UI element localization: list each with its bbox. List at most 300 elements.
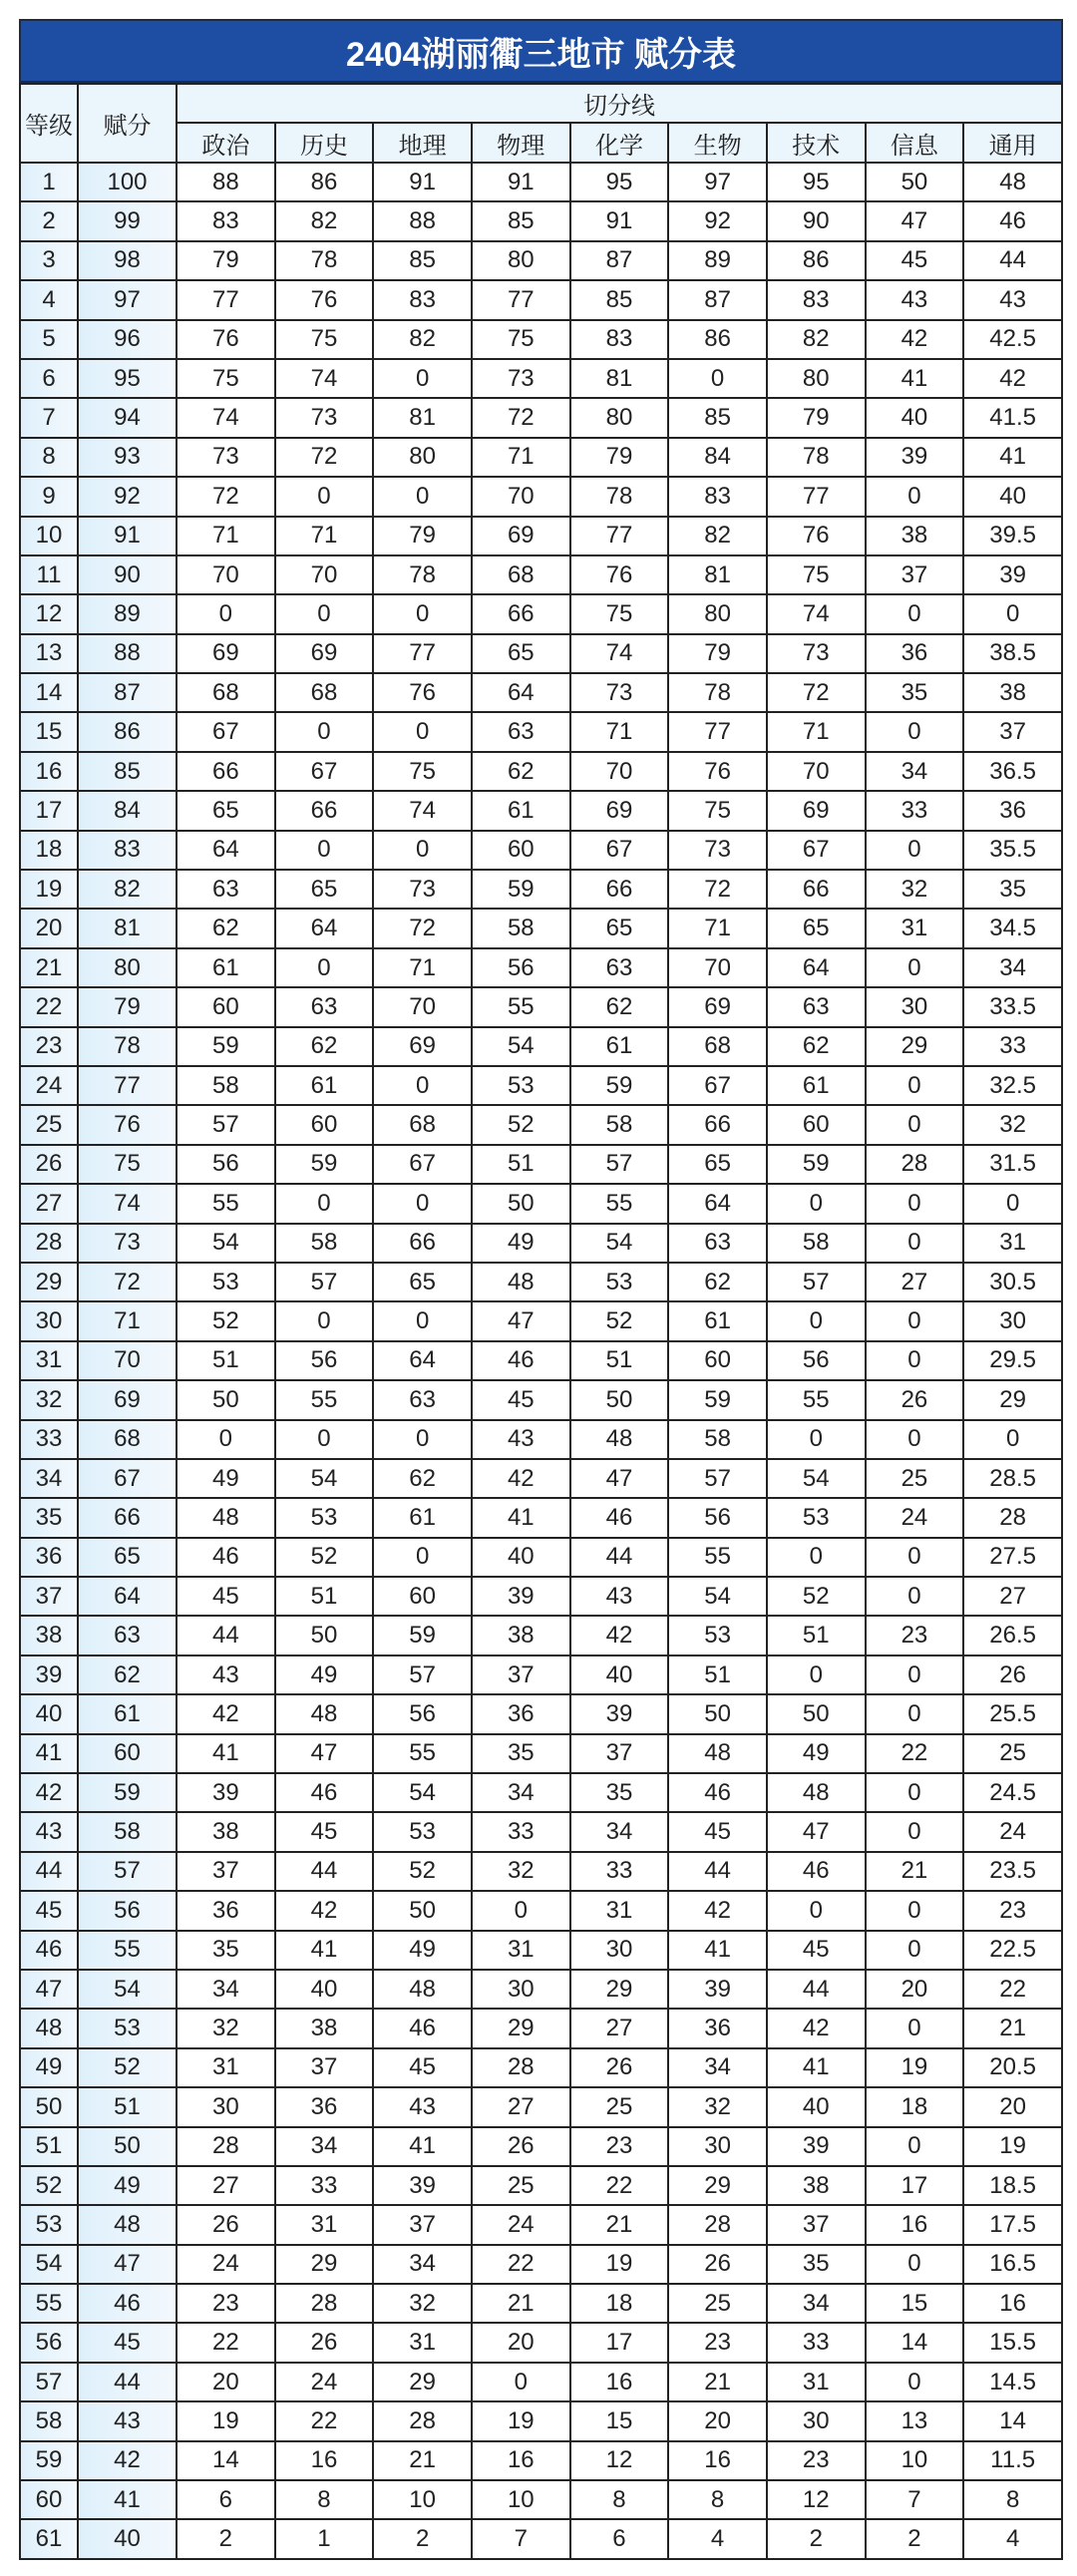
cutoff-cell: 25 bbox=[963, 1734, 1062, 1773]
table-row bbox=[20, 791, 1062, 830]
level-cell: 3 bbox=[20, 241, 78, 280]
score-cell: 66 bbox=[78, 1498, 177, 1537]
cutoff-cell: 0 bbox=[866, 1891, 964, 1930]
cutoff-cell: 26 bbox=[570, 2048, 669, 2087]
cutoff-cell: 65 bbox=[668, 1145, 767, 1184]
cutoff-cell: 7 bbox=[472, 2519, 570, 2558]
cutoff-cell: 65 bbox=[373, 1263, 472, 1301]
cutoff-cell: 35.5 bbox=[963, 831, 1062, 870]
cutoff-cell: 21 bbox=[963, 2009, 1062, 2047]
cutoff-cell: 64 bbox=[275, 909, 374, 947]
cutoff-cell: 31 bbox=[767, 2363, 866, 2401]
level-cell: 60 bbox=[20, 2480, 78, 2519]
cutoff-cell: 27 bbox=[177, 2166, 275, 2205]
score-cell: 72 bbox=[78, 1263, 177, 1301]
cutoff-cell: 76 bbox=[668, 752, 767, 791]
cutoff-cell: 17 bbox=[570, 2323, 669, 2362]
cutoff-cell: 57 bbox=[177, 1105, 275, 1144]
table-row bbox=[20, 1420, 1062, 1459]
cutoff-cell: 8 bbox=[275, 2480, 374, 2519]
cutoff-cell: 59 bbox=[275, 1145, 374, 1184]
cutoff-cell: 51 bbox=[177, 1341, 275, 1380]
level-cell: 53 bbox=[20, 2205, 78, 2244]
level-cell: 11 bbox=[20, 555, 78, 594]
score-cell: 75 bbox=[78, 1145, 177, 1184]
level-cell: 59 bbox=[20, 2441, 78, 2480]
cutoff-cell: 39 bbox=[767, 2127, 866, 2166]
cutoff-cell: 24 bbox=[275, 2363, 374, 2401]
cutoff-cell: 12 bbox=[767, 2480, 866, 2519]
level-cell: 46 bbox=[20, 1931, 78, 1970]
cutoff-cell: 37 bbox=[373, 2205, 472, 2244]
table-row bbox=[20, 517, 1062, 555]
cutoff-cell: 32 bbox=[472, 1852, 570, 1891]
cutoff-cell: 55 bbox=[275, 1380, 374, 1419]
score-cell: 81 bbox=[78, 909, 177, 947]
cutoff-cell: 52 bbox=[373, 1852, 472, 1891]
cutoff-cell: 0 bbox=[373, 594, 472, 633]
cutoff-cell: 0 bbox=[866, 1341, 964, 1380]
cutoff-cell: 86 bbox=[767, 241, 866, 280]
cutoff-cell: 53 bbox=[668, 1616, 767, 1655]
cutoff-cell: 50 bbox=[767, 1694, 866, 1733]
cutoff-cell: 72 bbox=[472, 398, 570, 437]
table-row bbox=[20, 438, 1062, 477]
cutoff-cell: 24 bbox=[177, 2245, 275, 2284]
cutoff-cell: 57 bbox=[570, 1145, 669, 1184]
cutoff-cell: 53 bbox=[275, 1498, 374, 1537]
cutoff-cell: 34 bbox=[177, 1970, 275, 2009]
cutoff-cell: 59 bbox=[767, 1145, 866, 1184]
cutoff-cell: 25 bbox=[472, 2166, 570, 2205]
cutoff-cell: 0 bbox=[275, 1301, 374, 1340]
cutoff-cell: 67 bbox=[767, 831, 866, 870]
cutoff-cell: 68 bbox=[275, 673, 374, 712]
cutoff-cell: 39 bbox=[570, 1694, 669, 1733]
cutoff-cell: 76 bbox=[767, 517, 866, 555]
level-cell: 15 bbox=[20, 712, 78, 751]
cutoff-cell: 83 bbox=[767, 280, 866, 319]
table-row bbox=[20, 1184, 1062, 1223]
cutoff-cell: 69 bbox=[472, 517, 570, 555]
cutoff-cell: 71 bbox=[373, 948, 472, 987]
cutoff-cell: 39 bbox=[472, 1577, 570, 1616]
cutoff-cell: 0 bbox=[373, 359, 472, 398]
cutoff-cell: 74 bbox=[570, 634, 669, 673]
cutoff-cell: 0 bbox=[866, 1066, 964, 1105]
cutoff-cell: 80 bbox=[767, 359, 866, 398]
cutoff-cell: 34 bbox=[767, 2284, 866, 2323]
cutoff-cell: 64 bbox=[373, 1341, 472, 1380]
cutoff-cell: 73 bbox=[767, 634, 866, 673]
table-row bbox=[20, 2127, 1062, 2166]
cutoff-cell: 38 bbox=[767, 2166, 866, 2205]
cutoff-cell: 66 bbox=[668, 1105, 767, 1144]
cutoff-cell: 44 bbox=[963, 241, 1062, 280]
cutoff-cell: 14 bbox=[963, 2401, 1062, 2440]
cutoff-cell: 19 bbox=[963, 2127, 1062, 2166]
cutoff-cell: 28 bbox=[866, 1145, 964, 1184]
cutoff-cell: 35 bbox=[767, 2245, 866, 2284]
header-cutoff: 切分线 bbox=[177, 84, 1062, 123]
table-row bbox=[20, 1852, 1062, 1891]
cutoff-cell: 60 bbox=[275, 1105, 374, 1144]
level-cell: 9 bbox=[20, 477, 78, 516]
cutoff-cell: 28 bbox=[963, 1498, 1062, 1537]
cutoff-cell: 41 bbox=[373, 2127, 472, 2166]
cutoff-cell: 33.5 bbox=[963, 987, 1062, 1026]
cutoff-cell: 35 bbox=[570, 1773, 669, 1812]
level-cell: 19 bbox=[20, 870, 78, 909]
table-row bbox=[20, 987, 1062, 1026]
table-row bbox=[20, 594, 1062, 633]
cutoff-cell: 4 bbox=[668, 2519, 767, 2558]
level-cell: 57 bbox=[20, 2363, 78, 2401]
cutoff-cell: 0 bbox=[767, 1656, 866, 1694]
cutoff-cell: 83 bbox=[373, 280, 472, 319]
cutoff-cell: 74 bbox=[275, 359, 374, 398]
cutoff-cell: 75 bbox=[177, 359, 275, 398]
score-cell: 70 bbox=[78, 1341, 177, 1380]
cutoff-cell: 63 bbox=[472, 712, 570, 751]
score-cell: 67 bbox=[78, 1459, 177, 1498]
cutoff-cell: 27 bbox=[866, 1263, 964, 1301]
header-subject: 化学 bbox=[570, 123, 669, 163]
score-cell: 79 bbox=[78, 987, 177, 1026]
cutoff-cell: 33 bbox=[963, 1027, 1062, 1066]
cutoff-cell: 74 bbox=[767, 594, 866, 633]
cutoff-cell: 46 bbox=[570, 1498, 669, 1537]
cutoff-cell: 90 bbox=[767, 201, 866, 240]
cutoff-cell: 19 bbox=[177, 2401, 275, 2440]
cutoff-cell: 61 bbox=[373, 1498, 472, 1537]
cutoff-cell: 50 bbox=[373, 1891, 472, 1930]
level-cell: 49 bbox=[20, 2048, 78, 2087]
level-cell: 36 bbox=[20, 1538, 78, 1577]
cutoff-cell: 59 bbox=[668, 1380, 767, 1419]
cutoff-cell: 51 bbox=[767, 1616, 866, 1655]
cutoff-cell: 33 bbox=[275, 2166, 374, 2205]
cutoff-cell: 4 bbox=[963, 2519, 1062, 2558]
cutoff-cell: 45 bbox=[177, 1577, 275, 1616]
cutoff-cell: 29.5 bbox=[963, 1341, 1062, 1380]
cutoff-cell: 62 bbox=[767, 1027, 866, 1066]
cutoff-cell: 31 bbox=[472, 1931, 570, 1970]
cutoff-cell: 56 bbox=[668, 1498, 767, 1537]
cutoff-cell: 0 bbox=[866, 1812, 964, 1851]
cutoff-cell: 27 bbox=[570, 2009, 669, 2047]
cutoff-cell: 33 bbox=[767, 2323, 866, 2362]
cutoff-cell: 55 bbox=[570, 1184, 669, 1223]
cutoff-cell: 57 bbox=[373, 1656, 472, 1694]
table-row bbox=[20, 1616, 1062, 1655]
cutoff-cell: 0 bbox=[866, 1577, 964, 1616]
table-row bbox=[20, 280, 1062, 319]
cutoff-cell: 41 bbox=[668, 1931, 767, 1970]
cutoff-cell: 73 bbox=[570, 673, 669, 712]
cutoff-cell: 31 bbox=[866, 909, 964, 947]
cutoff-cell: 46 bbox=[275, 1773, 374, 1812]
level-cell: 16 bbox=[20, 752, 78, 791]
cutoff-cell: 41 bbox=[472, 1498, 570, 1537]
cutoff-cell: 0 bbox=[275, 594, 374, 633]
cutoff-cell: 64 bbox=[767, 948, 866, 987]
level-cell: 40 bbox=[20, 1694, 78, 1733]
cutoff-cell: 95 bbox=[570, 163, 669, 201]
level-cell: 37 bbox=[20, 1577, 78, 1616]
table-row bbox=[20, 1891, 1062, 1930]
table-row bbox=[20, 1656, 1062, 1694]
cutoff-cell: 15 bbox=[570, 2401, 669, 2440]
level-cell: 17 bbox=[20, 791, 78, 830]
cutoff-cell: 42 bbox=[767, 2009, 866, 2047]
cutoff-cell: 27 bbox=[472, 2087, 570, 2126]
cutoff-cell: 31 bbox=[373, 2323, 472, 2362]
cutoff-cell: 38 bbox=[866, 517, 964, 555]
cutoff-cell: 36 bbox=[177, 1891, 275, 1930]
cutoff-cell: 75 bbox=[275, 320, 374, 359]
cutoff-cell: 68 bbox=[177, 673, 275, 712]
cutoff-cell: 7 bbox=[866, 2480, 964, 2519]
header-subject: 技术 bbox=[767, 123, 866, 163]
cutoff-cell: 29 bbox=[866, 1027, 964, 1066]
cutoff-cell: 52 bbox=[472, 1105, 570, 1144]
cutoff-cell: 78 bbox=[767, 438, 866, 477]
cutoff-cell: 2 bbox=[767, 2519, 866, 2558]
cutoff-cell: 35 bbox=[866, 673, 964, 712]
score-cell: 53 bbox=[78, 2009, 177, 2047]
cutoff-cell: 0 bbox=[275, 831, 374, 870]
cutoff-cell: 24.5 bbox=[963, 1773, 1062, 1812]
cutoff-cell: 46 bbox=[668, 1773, 767, 1812]
cutoff-cell: 91 bbox=[373, 163, 472, 201]
cutoff-cell: 89 bbox=[668, 241, 767, 280]
cutoff-cell: 29 bbox=[668, 2166, 767, 2205]
cutoff-cell: 44 bbox=[275, 1852, 374, 1891]
cutoff-cell: 61 bbox=[570, 1027, 669, 1066]
cutoff-cell: 34 bbox=[275, 2127, 374, 2166]
cutoff-cell: 65 bbox=[472, 634, 570, 673]
cutoff-cell: 0 bbox=[275, 712, 374, 751]
cutoff-cell: 75 bbox=[668, 791, 767, 830]
cutoff-cell: 21 bbox=[373, 2441, 472, 2480]
cutoff-cell: 45 bbox=[373, 2048, 472, 2087]
level-cell: 6 bbox=[20, 359, 78, 398]
cutoff-cell: 88 bbox=[177, 163, 275, 201]
cutoff-cell: 17.5 bbox=[963, 2205, 1062, 2244]
level-cell: 44 bbox=[20, 1852, 78, 1891]
cutoff-cell: 47 bbox=[767, 1812, 866, 1851]
cutoff-cell: 66 bbox=[767, 870, 866, 909]
level-cell: 27 bbox=[20, 1184, 78, 1223]
cutoff-cell: 52 bbox=[570, 1301, 669, 1340]
cutoff-cell: 0 bbox=[275, 1420, 374, 1459]
score-cell: 48 bbox=[78, 2205, 177, 2244]
cutoff-cell: 46 bbox=[472, 1341, 570, 1380]
cutoff-cell: 69 bbox=[767, 791, 866, 830]
table-row bbox=[20, 1773, 1062, 1812]
cutoff-cell: 31 bbox=[963, 1224, 1062, 1263]
level-cell: 31 bbox=[20, 1341, 78, 1380]
cutoff-cell: 0 bbox=[866, 1420, 964, 1459]
cutoff-cell: 29 bbox=[472, 2009, 570, 2047]
cutoff-cell: 34.5 bbox=[963, 909, 1062, 947]
cutoff-cell: 97 bbox=[668, 163, 767, 201]
cutoff-cell: 36 bbox=[668, 2009, 767, 2047]
cutoff-cell: 54 bbox=[373, 1773, 472, 1812]
cutoff-cell: 34 bbox=[570, 1812, 669, 1851]
cutoff-cell: 23 bbox=[767, 2441, 866, 2480]
cutoff-cell: 53 bbox=[373, 1812, 472, 1851]
score-table bbox=[19, 83, 1063, 2560]
cutoff-cell: 11.5 bbox=[963, 2441, 1062, 2480]
cutoff-cell: 0 bbox=[866, 2127, 964, 2166]
cutoff-cell: 43 bbox=[963, 280, 1062, 319]
cutoff-cell: 43 bbox=[866, 280, 964, 319]
cutoff-cell: 73 bbox=[472, 359, 570, 398]
cutoff-cell: 33 bbox=[866, 791, 964, 830]
cutoff-cell: 24 bbox=[866, 1498, 964, 1537]
cutoff-cell: 73 bbox=[373, 870, 472, 909]
cutoff-cell: 58 bbox=[570, 1105, 669, 1144]
cutoff-cell: 30.5 bbox=[963, 1263, 1062, 1301]
cutoff-cell: 33 bbox=[472, 1812, 570, 1851]
score-cell: 96 bbox=[78, 320, 177, 359]
score-cell: 47 bbox=[78, 2245, 177, 2284]
score-cell: 71 bbox=[78, 1301, 177, 1340]
cutoff-cell: 75 bbox=[373, 752, 472, 791]
level-cell: 13 bbox=[20, 634, 78, 673]
level-cell: 20 bbox=[20, 909, 78, 947]
cutoff-cell: 68 bbox=[373, 1105, 472, 1144]
cutoff-cell: 31 bbox=[177, 2048, 275, 2087]
score-cell: 82 bbox=[78, 870, 177, 909]
cutoff-cell: 20 bbox=[963, 2087, 1062, 2126]
cutoff-cell: 79 bbox=[570, 438, 669, 477]
level-cell: 55 bbox=[20, 2284, 78, 2323]
level-cell: 56 bbox=[20, 2323, 78, 2362]
cutoff-cell: 10 bbox=[472, 2480, 570, 2519]
level-cell: 41 bbox=[20, 1734, 78, 1773]
cutoff-cell: 18 bbox=[570, 2284, 669, 2323]
cutoff-cell: 91 bbox=[472, 163, 570, 201]
cutoff-cell: 0 bbox=[866, 712, 964, 751]
cutoff-cell: 62 bbox=[373, 1459, 472, 1498]
cutoff-cell: 65 bbox=[177, 791, 275, 830]
cutoff-cell: 0 bbox=[767, 1301, 866, 1340]
cutoff-cell: 48 bbox=[177, 1498, 275, 1537]
cutoff-cell: 42.5 bbox=[963, 320, 1062, 359]
table-row bbox=[20, 1380, 1062, 1419]
level-cell: 14 bbox=[20, 673, 78, 712]
cutoff-cell: 14 bbox=[177, 2441, 275, 2480]
cutoff-cell: 51 bbox=[570, 1341, 669, 1380]
cutoff-cell: 0 bbox=[866, 2245, 964, 2284]
cutoff-cell: 40 bbox=[570, 1656, 669, 1694]
cutoff-cell: 0 bbox=[866, 2363, 964, 2401]
cutoff-cell: 0 bbox=[866, 948, 964, 987]
cutoff-cell: 62 bbox=[275, 1027, 374, 1066]
score-cell: 100 bbox=[78, 163, 177, 201]
cutoff-cell: 58 bbox=[275, 1224, 374, 1263]
level-cell: 35 bbox=[20, 1498, 78, 1537]
cutoff-cell: 60 bbox=[472, 831, 570, 870]
cutoff-cell: 20 bbox=[866, 1970, 964, 2009]
cutoff-cell: 0 bbox=[275, 1184, 374, 1223]
score-cell: 51 bbox=[78, 2087, 177, 2126]
cutoff-cell: 63 bbox=[668, 1224, 767, 1263]
table-row bbox=[20, 320, 1062, 359]
cutoff-cell: 95 bbox=[767, 163, 866, 201]
cutoff-cell: 13 bbox=[866, 2401, 964, 2440]
score-cell: 43 bbox=[78, 2401, 177, 2440]
cutoff-cell: 0 bbox=[373, 1538, 472, 1577]
table-row bbox=[20, 1105, 1062, 1144]
cutoff-cell: 32 bbox=[373, 2284, 472, 2323]
cutoff-cell: 32.5 bbox=[963, 1066, 1062, 1105]
cutoff-cell: 31.5 bbox=[963, 1145, 1062, 1184]
table-row bbox=[20, 2441, 1062, 2480]
level-cell: 30 bbox=[20, 1301, 78, 1340]
cutoff-cell: 30 bbox=[472, 1970, 570, 2009]
level-cell: 33 bbox=[20, 1420, 78, 1459]
score-cell: 40 bbox=[78, 2519, 177, 2558]
cutoff-cell: 8 bbox=[963, 2480, 1062, 2519]
cutoff-cell: 44 bbox=[668, 1852, 767, 1891]
header-subject: 政治 bbox=[177, 123, 275, 163]
cutoff-cell: 0 bbox=[866, 1105, 964, 1144]
cutoff-cell: 16 bbox=[866, 2205, 964, 2244]
cutoff-cell: 37 bbox=[963, 712, 1062, 751]
score-cell: 59 bbox=[78, 1773, 177, 1812]
cutoff-cell: 92 bbox=[668, 201, 767, 240]
cutoff-cell: 36 bbox=[275, 2087, 374, 2126]
cutoff-cell: 79 bbox=[373, 517, 472, 555]
cutoff-cell: 23 bbox=[866, 1616, 964, 1655]
cutoff-cell: 54 bbox=[472, 1027, 570, 1066]
cutoff-cell: 69 bbox=[275, 634, 374, 673]
table-row bbox=[20, 359, 1062, 398]
cutoff-cell: 83 bbox=[177, 201, 275, 240]
cutoff-cell: 85 bbox=[570, 280, 669, 319]
score-cell: 93 bbox=[78, 438, 177, 477]
cutoff-cell: 82 bbox=[767, 320, 866, 359]
cutoff-cell: 72 bbox=[767, 673, 866, 712]
cutoff-cell: 55 bbox=[767, 1380, 866, 1419]
cutoff-cell: 0 bbox=[866, 1538, 964, 1577]
cutoff-cell: 60 bbox=[177, 987, 275, 1026]
cutoff-cell: 66 bbox=[570, 870, 669, 909]
cutoff-cell: 25 bbox=[570, 2087, 669, 2126]
table-row bbox=[20, 1145, 1062, 1184]
cutoff-cell: 55 bbox=[177, 1184, 275, 1223]
score-cell: 89 bbox=[78, 594, 177, 633]
level-cell: 50 bbox=[20, 2087, 78, 2126]
table-row bbox=[20, 163, 1062, 201]
level-cell: 52 bbox=[20, 2166, 78, 2205]
cutoff-cell: 72 bbox=[177, 477, 275, 516]
score-cell: 44 bbox=[78, 2363, 177, 2401]
cutoff-cell: 22 bbox=[177, 2323, 275, 2362]
cutoff-cell: 30 bbox=[866, 987, 964, 1026]
cutoff-cell: 41 bbox=[767, 2048, 866, 2087]
cutoff-cell: 18 bbox=[866, 2087, 964, 2126]
cutoff-cell: 15.5 bbox=[963, 2323, 1062, 2362]
level-cell: 34 bbox=[20, 1459, 78, 1498]
score-cell: 41 bbox=[78, 2480, 177, 2519]
cutoff-cell: 50 bbox=[472, 1184, 570, 1223]
cutoff-cell: 0 bbox=[866, 1224, 964, 1263]
